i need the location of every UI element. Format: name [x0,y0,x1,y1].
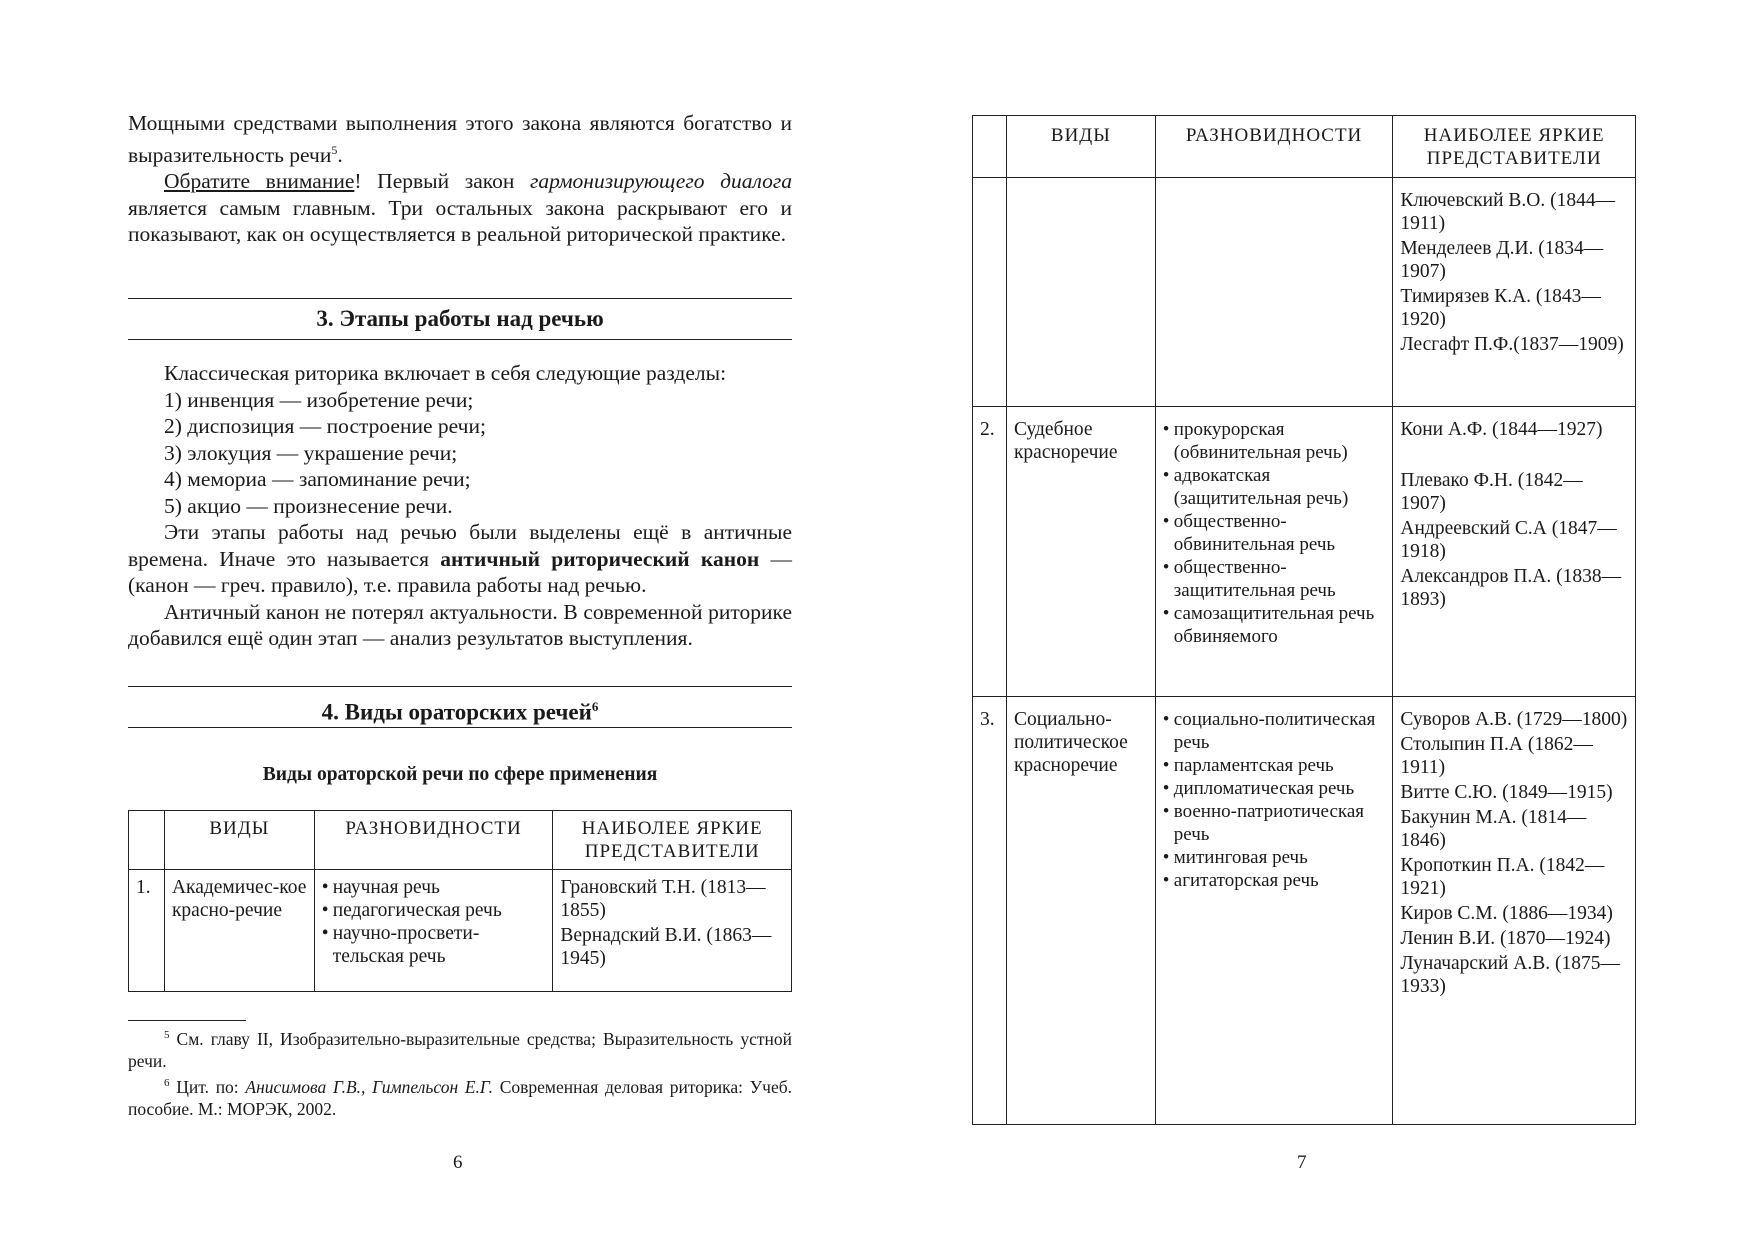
footnote-divider [128,1020,246,1021]
section-3-body [128,360,792,652]
bold-term: античный риторический канон [440,546,760,571]
header-kinds: ВИДЫ [1006,116,1155,178]
row-kind: Академичес-кое красно-речие [164,870,314,992]
table-header-row [973,116,1636,178]
row-representatives [1393,407,1636,697]
canon-paragraph: Эти этапы работы над речью были выделены ещё в античные времена. Иначе это называется античный риторический канон — (канон — греч. правило), т.е. правила работы над речью. [128,520,792,597]
representative: Менделеев Д.И. (1834—1907) [1400,238,1604,282]
variety-item: • митинговая речь [1163,846,1386,869]
variety-item: • парламентская речь [1163,754,1386,777]
header-kinds: ВИДЫ [164,811,314,870]
footnote-5: $^5$ См. главу II, Изобразительно-выразительные средства; Выразительность устной речи. [128,1028,792,1071]
representative: Кропоткин П.А. (1842—1921) [1400,855,1605,899]
list-item: 1) инвенция — изобретение речи; [164,387,474,412]
row-representatives [1393,178,1636,407]
row-representatives [553,870,792,992]
table-row [973,178,1636,407]
row-varieties [314,870,553,992]
variety-item: • социально-политическая речь [1163,708,1386,754]
footnote-ref-5[interactable]: 5 [331,142,338,157]
representative: Луначарский А.В. (1875—1933) [1400,953,1621,997]
list-item: 2) диспозиция — построение речи; [164,414,486,438]
variety-item: • адвокатская (защитительная речь) [1163,464,1386,510]
section-3-lead: Классическая риторика включает в себя следующие разделы: [164,361,727,385]
representative: Кони А.Ф. (1844—1927) [1400,419,1603,440]
row-kind: Социально-политическое красноречие [1006,697,1155,1125]
list-item: 3) элокуция — украшение речи; [164,440,458,465]
representative: Бакунин М.А. (1814—1846) [1400,807,1587,851]
intro-paragraph-2: Обратите внимание! Первый закон гармонизирующего диалога является самым главным. Три остальных закона раскрывают его и показывают, как он осуществляется в реальной риторической практике. [128,169,793,247]
variety-item: • педагогическая речь [322,899,546,922]
footnotes [128,1024,792,1120]
representative: Грановский Т.Н. (1813—1855) [560,877,766,921]
variety-item: • прокурорская (обвинительная речь) [1163,418,1386,464]
section-3-heading: 3. Этапы работы над речью [128,298,792,340]
attention-note: Обратите внимание [164,169,355,194]
header-representatives: НАИБОЛЕЕ ЯРКИЕ ПРЕДСТАВИТЕЛИ [553,811,792,870]
variety-item: • общественно-защитительная речь [1163,556,1386,602]
page-number: 7 [1297,1152,1307,1173]
representative: Киров С.М. (1886—1934) [1400,903,1613,924]
row-varieties [1155,697,1393,1125]
table-row [129,870,792,992]
rhetoric-sections-list [128,387,792,520]
footnote-ref-6[interactable]: 6 [591,699,599,714]
row-number: 1. [129,870,165,992]
variety-item: • научно-просвети-тельская речь [322,922,546,968]
row-kind: Судебное красноречие [1006,407,1155,697]
representative: Ключевский В.О. (1844—1911) [1400,190,1616,234]
intro-paragraph-1: Мощными средствами выполнения этого закона являются богатство и выразительность речи$^5$. [128,111,792,167]
representative: Александров П.А. (1838—1893) [1400,566,1622,610]
variety-item: • общественно-обвинительная речь [1163,510,1386,556]
header-varieties: РАЗНОВИДНОСТИ [1155,116,1393,178]
representative: Ленин В.И. (1870—1924) [1400,928,1611,949]
representative: Плевако Ф.Н. (1842—1907) [1400,470,1583,514]
header-varieties: РАЗНОВИДНОСТИ [314,811,553,870]
oratory-table-part-2 [972,115,1636,1125]
row-number: 2. [973,407,1007,697]
variety-item: • научная речь [322,876,546,899]
representative: Андреевский С.А (1847—1918) [1400,518,1617,562]
modern-paragraph: Античный канон не потерял актуальности. В современной риторике добавился ещё один этап — анализ результатов выступления. [128,599,792,650]
variety-item: • самозащитительная речь обвиняемого [1163,602,1386,648]
header-representatives: НАИБОЛЕЕ ЯРКИЕ ПРЕДСТАВИТЕЛИ [1393,116,1636,178]
representative: Тимирязев К.А. (1843—1920) [1400,286,1601,330]
representative: Вернадский В.И. (1863—1945) [560,925,772,969]
table-header-row [129,811,792,870]
row-varieties [1155,407,1393,697]
representative: Столыпин П.А (1862—1911) [1400,734,1593,778]
representative: Витте С.Ю. (1849—1915) [1400,782,1613,803]
table-caption: Виды ораторской речи по сфере применения [262,764,658,785]
italic-term: гармонизирующего диалога [530,169,793,194]
table-row [973,407,1636,697]
variety-item: • военно-патриотическая речь [1163,800,1386,846]
header-num [973,116,1007,178]
intro-block [128,110,792,248]
oratory-table-part-1 [128,810,792,992]
row-representatives [1393,697,1636,1125]
table-row [973,697,1636,1125]
footnote-6: $^6$ Цит. по: Анисимова Г.В., Гимпельсон Е.Г. Современная деловая риторика: Учеб. пособие. М.: МОРЭК, 2002. [128,1076,793,1119]
list-item: 5) акцио — произнесение речи. [164,493,453,518]
variety-item: • агитаторская речь [1163,869,1386,892]
section-4-heading: 4. Виды ораторских речей$^6$ [128,686,792,728]
row-number: 3. [973,697,1007,1125]
list-item: 4) мемориа — запоминание речи; [164,467,471,491]
variety-item: • дипломатическая речь [1163,777,1386,800]
representative: Лесгафт П.Ф.(1837—1909) [1400,334,1624,355]
page-number: 6 [453,1152,463,1173]
representative: Суворов А.В. (1729—1800) [1400,709,1628,730]
header-num [129,811,165,870]
